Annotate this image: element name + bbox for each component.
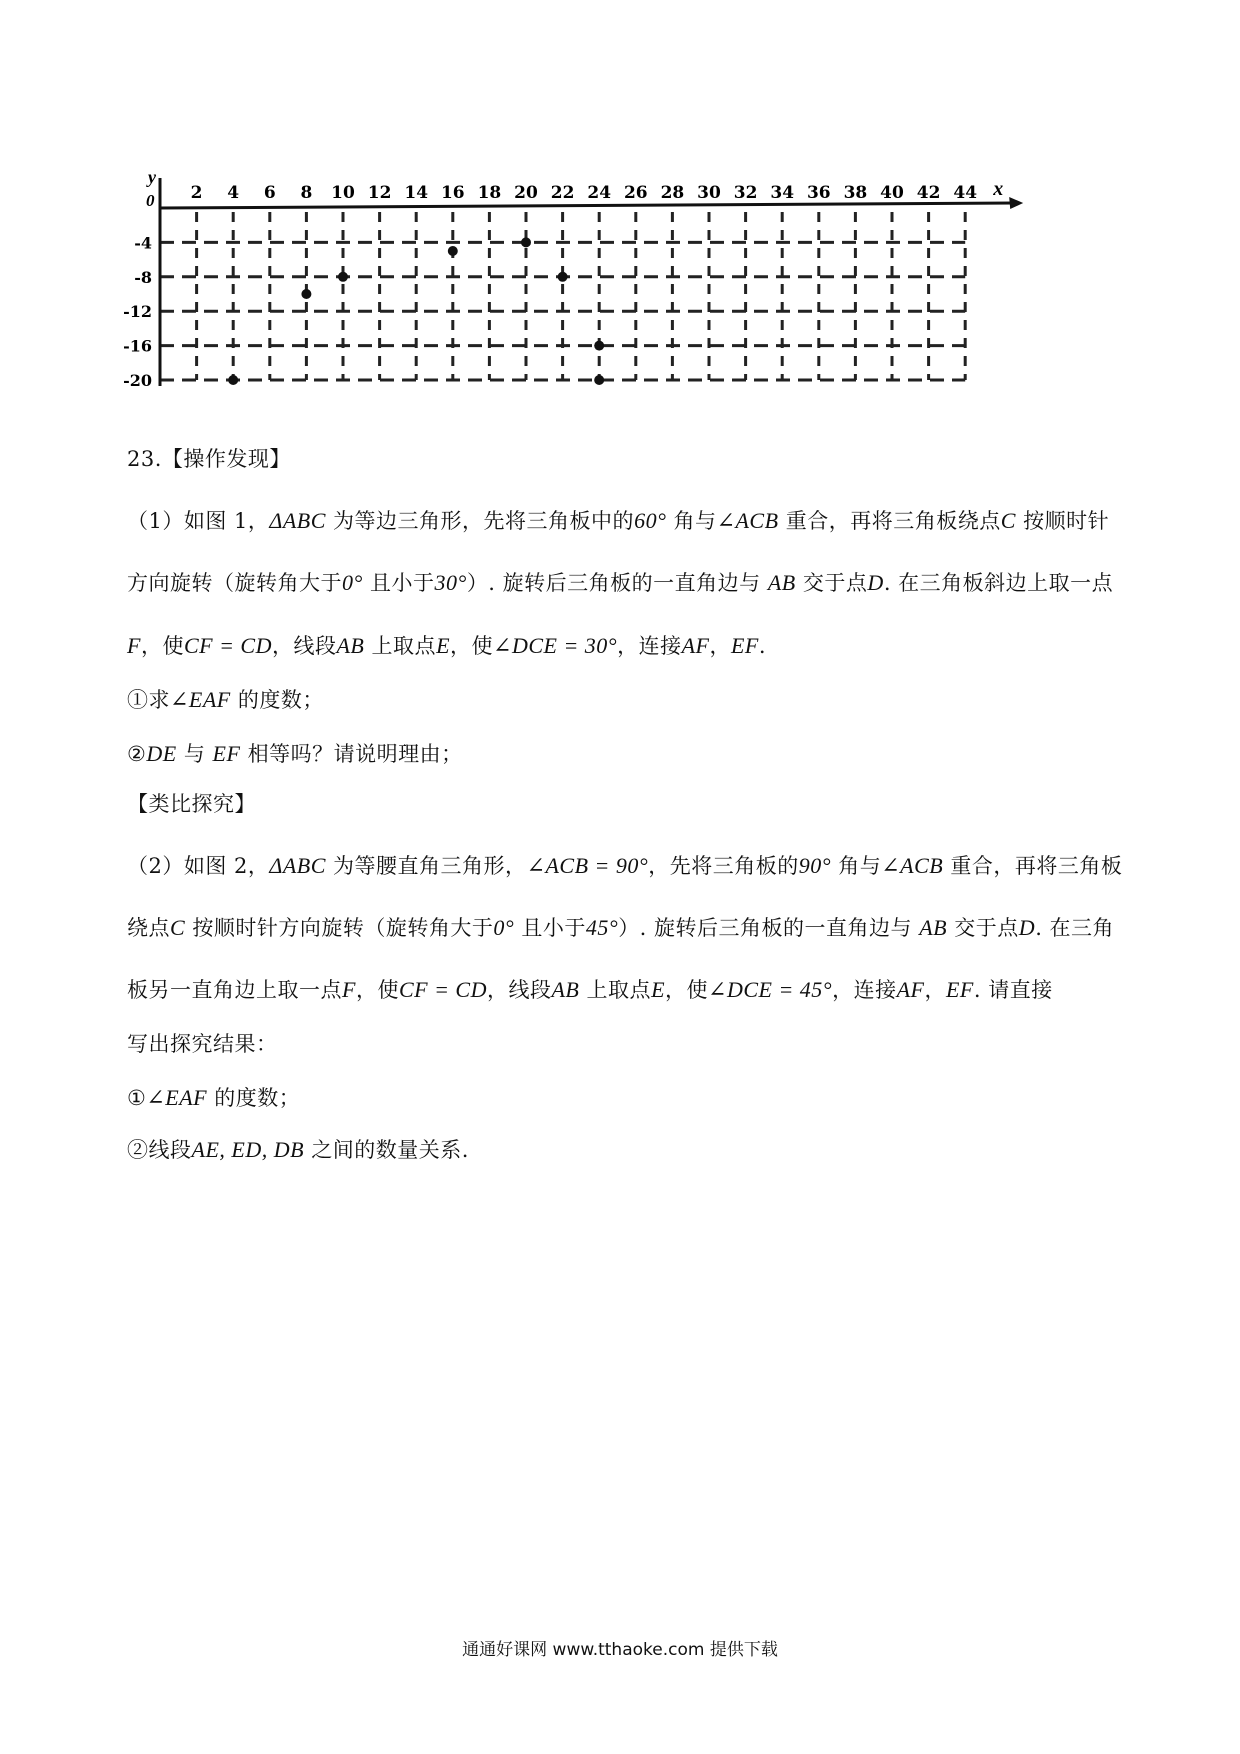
part2-result2: ②线段AE, ED, DB 之间的数量关系.: [127, 1137, 469, 1162]
x-tick-label: 18: [477, 183, 502, 203]
data-point: [594, 341, 604, 351]
x-tick-label: 26: [623, 183, 648, 203]
x-tick-label: 32: [733, 183, 758, 203]
data-point: [338, 272, 348, 282]
y-tick-label: -8: [134, 267, 152, 287]
part1-question2: ②DE 与 EF 相等吗？请说明理由；: [127, 741, 463, 766]
y-axis-label: y: [148, 167, 156, 187]
x-tick-label: 44: [953, 183, 978, 203]
part2-line2: 绕点C 按顺时针方向旋转（旋转角大于0° 且小于45°）. 旋转后三角板的一直角边与 AB 交于点D. 在三角: [127, 915, 1115, 940]
part2-line3: 板另一直角边上取一点F，使CF = CD，线段AB 上取点E，使∠DCE = 45°，连接AF，EF. 请直接: [127, 977, 1053, 1002]
y-tick-label: -12: [123, 302, 152, 322]
x-tick-label: 42: [916, 183, 941, 203]
x-tick-label: 34: [770, 183, 795, 203]
x-axis: [160, 203, 1015, 208]
x-axis-label: x: [993, 178, 1004, 200]
part2-line4: 写出探究结果：: [127, 1032, 278, 1056]
x-tick-label: 10: [331, 183, 355, 203]
x-tick-label: 6: [263, 183, 276, 203]
data-point: [521, 237, 531, 247]
x-tick-label: 24: [587, 183, 612, 203]
part1-question1: ①求∠EAF 的度数；: [127, 687, 324, 712]
x-tick-label: 14: [404, 183, 429, 203]
coordinate-grid-chart: [0, 0, 1240, 400]
part1-line2: 方向旋转（旋转角大于0° 且小于30°）. 旋转后三角板的一直角边与 AB 交于点D. 在三角板斜边上取一点: [127, 570, 1114, 595]
section-heading-2: 【类比探究】: [127, 792, 256, 816]
part1-line1: （1）如图 1，ΔABC 为等边三角形，先将三角板中的60° 角与∠ACB 重合，再将三角板绕点C 按顺时针: [127, 508, 1110, 533]
data-point: [448, 246, 458, 256]
x-tick-label: 40: [880, 183, 904, 203]
y-tick-label: -20: [123, 371, 152, 390]
x-tick-label: 12: [367, 183, 392, 203]
x-tick-label: 2: [190, 183, 203, 203]
data-point: [594, 375, 604, 385]
part2-line1: （2）如图 2，ΔABC 为等腰直角三角形，∠ACB = 90°，先将三角板的90° 角与∠ACB 重合，再将三角板: [127, 853, 1123, 878]
x-tick-label: 16: [440, 183, 465, 203]
x-axis-arrow: [1009, 197, 1023, 209]
data-point: [558, 272, 568, 282]
origin-label: 0: [146, 191, 155, 210]
question-heading: 23.【操作发现】: [127, 447, 291, 471]
x-tick-label: 20: [514, 183, 538, 203]
part2-result1: ①∠EAF 的度数；: [127, 1085, 301, 1110]
x-tick-label: 22: [550, 183, 575, 203]
x-tick-label: 36: [806, 183, 831, 203]
data-point: [301, 289, 311, 299]
part1-line3: F，使CF = CD，线段AB 上取点E，使∠DCE = 30°，连接AF，EF.: [127, 633, 767, 658]
page-footer: 通通好课网 www.tthaoke.com 提供下载: [462, 1640, 778, 1660]
x-tick-label: 28: [660, 183, 685, 203]
x-tick-label: 4: [227, 183, 240, 203]
data-point: [228, 375, 238, 385]
x-tick-label: 30: [697, 183, 721, 203]
y-tick-label: -16: [123, 336, 152, 356]
x-tick-label: 38: [843, 183, 868, 203]
y-tick-label: -4: [134, 233, 152, 253]
x-tick-label: 8: [300, 183, 313, 203]
